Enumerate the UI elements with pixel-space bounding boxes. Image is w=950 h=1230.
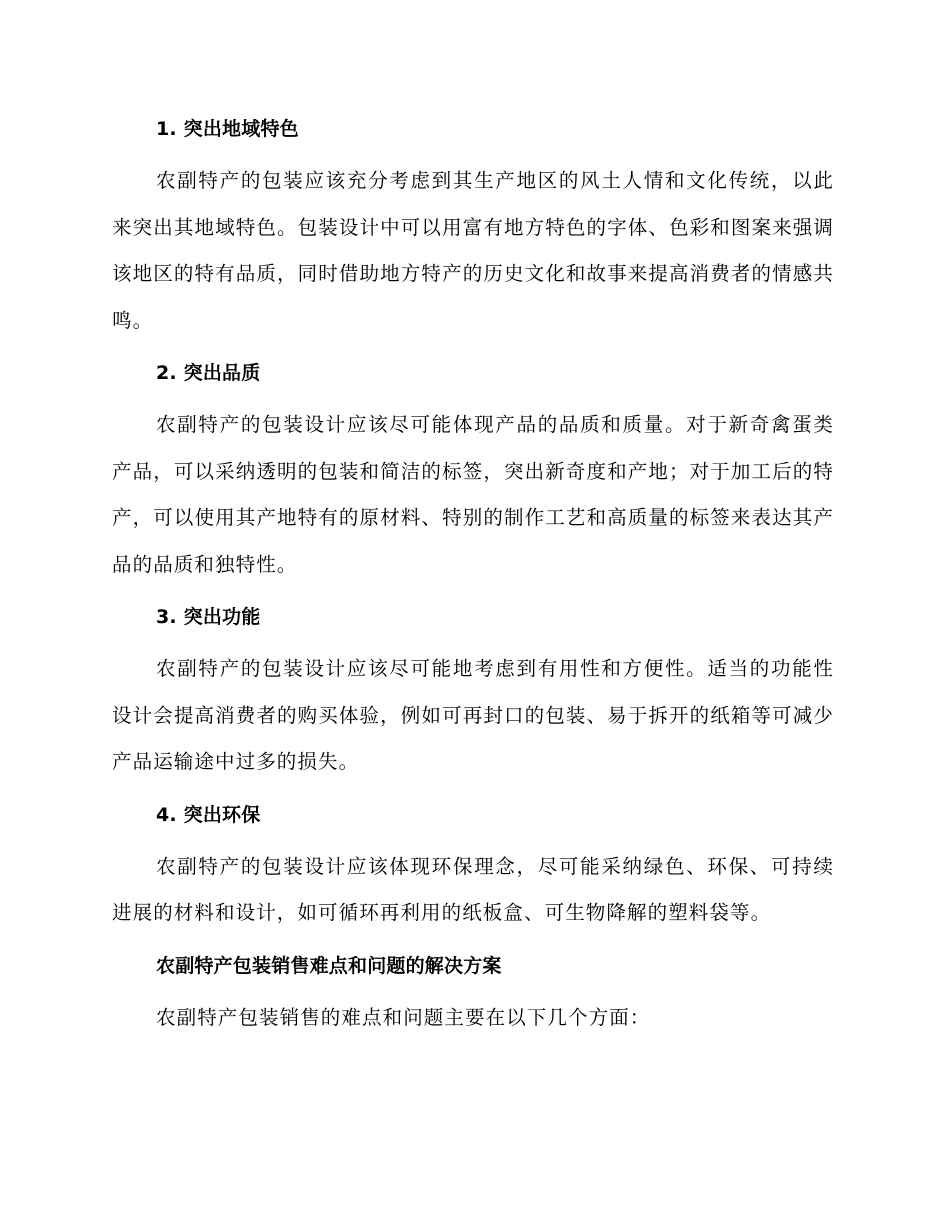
section-paragraph-regional-features: 农副特产的包装应该充分考虑到其生产地区的风土人情和文化传统，以此来突出其地域特色。包装设计中可以用富有地方特色的字体、色彩和图案来强调该地区的特有品质，同时借助地方特产的历史文化和故事来提高消费者的情感共鸣。 xyxy=(112,169,834,332)
section-paragraph-function: 农副特产的包装设计应该尽可能地考虑到有用性和方便性。适当的功能性设计会提高消费者的购买体验，例如可再封口的包装、易于拆开的纸箱等可减少产品运输途中过多的损失。 xyxy=(112,657,834,773)
section-heading-function: 3. 突出功能 xyxy=(156,606,261,628)
section-heading-eco: 4. 突出环保 xyxy=(156,803,261,826)
section-paragraph-quality: 农副特产的包装设计应该尽可能体现产品的品质和质量。对于新奇禽蛋类产品，可以采纳透明的包装和简洁的标签，突出新奇度和产地；对于加工后的特产，可以使用其产地特有的原材料、特别的制作工艺和高质量的标签来表达其产品的品质和独特性。 xyxy=(112,413,834,576)
section-paragraph-solutions: 农副特产包装销售的难点和问题主要在以下几个方面： xyxy=(156,1005,651,1029)
section-heading-regional-features: 1. 突出地域特色 xyxy=(156,118,299,140)
document-body xyxy=(112,108,834,1041)
section-heading-solutions: 农副特产包装销售难点和问题的解决方案 xyxy=(156,954,502,977)
section-paragraph-eco: 农副特产的包装设计应该体现环保理念，尽可能采纳绿色、环保、可持续进展的材料和设计，如可循环再利用的纸板盒、可生物降解的塑料袋等。 xyxy=(112,854,834,924)
section-heading-quality: 2. 突出品质 xyxy=(156,362,261,384)
